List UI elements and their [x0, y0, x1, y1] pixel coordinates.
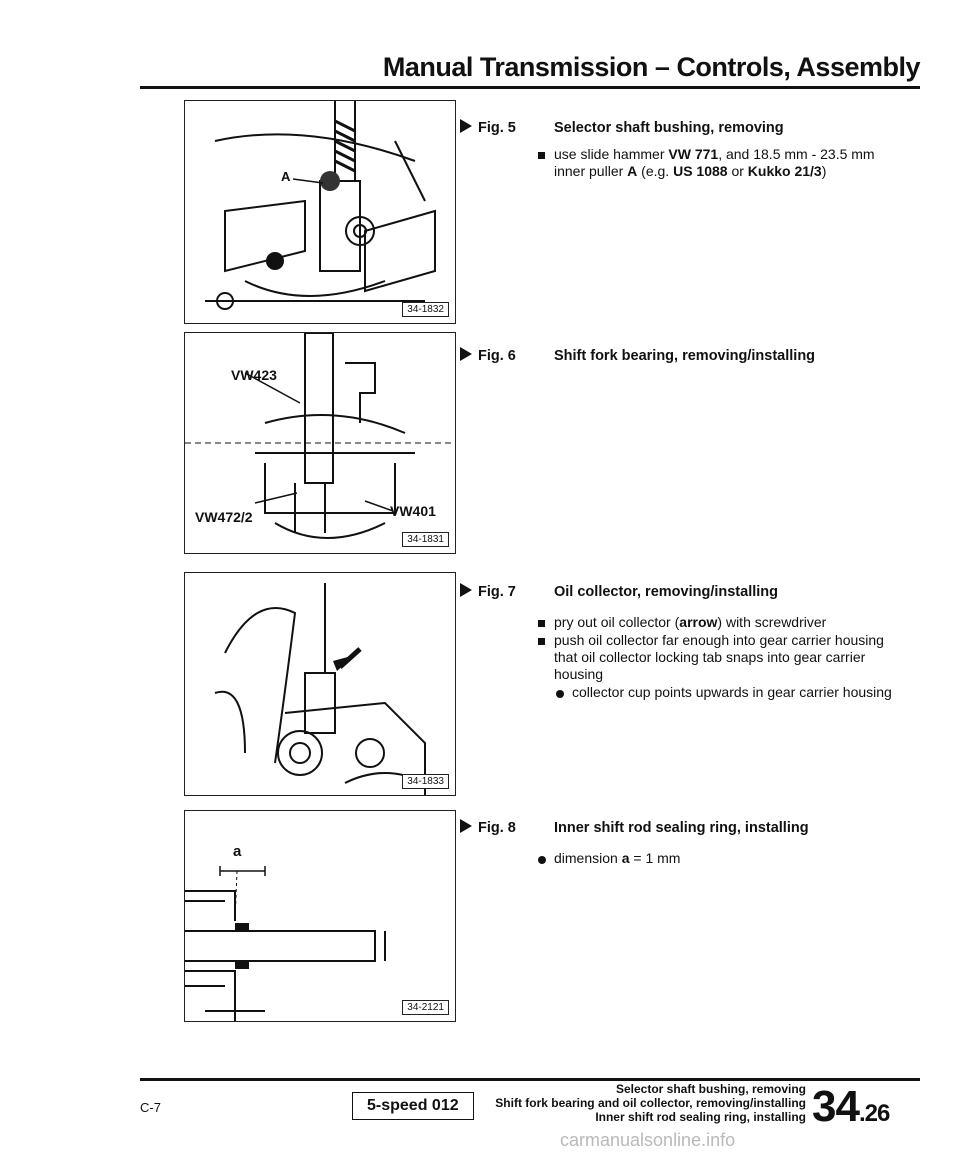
fig5-text [460, 118, 900, 181]
pointer-arrow-icon [460, 819, 472, 833]
image-tag: 34-1832 [402, 302, 449, 317]
fig8-heading [460, 818, 900, 836]
fig8-steps [536, 850, 900, 867]
fig5-steps [536, 146, 900, 180]
dimension-a-label: a [233, 843, 242, 860]
fig7-illustration [184, 572, 456, 796]
watermark: carmanualsonline.info [560, 1130, 736, 1150]
page-number: 34.26 [812, 1082, 890, 1131]
footer-rule [140, 1078, 920, 1081]
step-subitem: collector cup points upwards in gear carrier housing [554, 684, 900, 701]
label-vw423: VW423 [231, 367, 277, 383]
figure-number: Fig. 5 [478, 120, 516, 136]
header-rule [140, 86, 920, 89]
shift-rod-seal-drawing [185, 811, 455, 1021]
figure-number: Fig. 8 [478, 820, 516, 836]
step-item: pry out oil collector (arrow) with screwdriver [536, 614, 900, 631]
label-a: A [281, 169, 291, 184]
figure-title: Selector shaft bushing, removing [554, 120, 784, 136]
fig7-steps [536, 614, 900, 701]
fig5-heading [460, 118, 900, 136]
figure-number: Fig. 6 [478, 348, 516, 364]
step-item: use slide hammer VW 771, and 18.5 mm - 23.5 mm inner puller A (e.g. US 1088 or Kukko 21/3) [536, 146, 900, 180]
footer-topics [470, 1082, 806, 1124]
step-item: push oil collector far enough into gear carrier housing that oil collector locking tab snaps into gear carrier housing [536, 632, 900, 683]
pointer-arrow-icon [460, 583, 472, 597]
label-vw472-2: VW472/2 [195, 509, 253, 525]
footer-topic: Shift fork bearing and oil collector, removing/installing [495, 1096, 806, 1110]
fig7-text [460, 582, 900, 702]
fig6-illustration [184, 332, 456, 554]
footer-topic: Selector shaft bushing, removing [615, 1082, 806, 1096]
image-tag: 34-1833 [402, 774, 449, 789]
model-badge: 5-speed 012 [352, 1092, 474, 1120]
fig6-heading [460, 346, 900, 364]
label-vw401: VW401 [390, 503, 436, 519]
image-tag: 34-2121 [402, 1000, 449, 1015]
fig8-illustration [184, 810, 456, 1022]
page-title: Manual Transmission – Controls, Assembly [382, 52, 920, 82]
figure-title: Shift fork bearing, removing/installing [554, 348, 816, 364]
section-code: C-7 [140, 1100, 161, 1115]
image-tag: 34-1831 [402, 532, 449, 547]
footer-topic: Inner shift rod sealing ring, installing [595, 1110, 806, 1124]
oil-collector-drawing [185, 573, 455, 795]
figure-title: Oil collector, removing/installing [554, 584, 778, 600]
figure-title: Inner shift rod sealing ring, installing [554, 820, 809, 836]
selector-bushing-drawing [185, 101, 455, 323]
fig5-illustration [184, 100, 456, 324]
pointer-arrow-icon [460, 347, 472, 361]
fig8-text [460, 818, 900, 868]
pointer-arrow-icon [460, 119, 472, 133]
figure-number: Fig. 7 [478, 584, 516, 600]
step-item: dimension a = 1 mm [536, 850, 900, 867]
fig7-heading [460, 582, 900, 600]
fig6-text [460, 346, 900, 364]
